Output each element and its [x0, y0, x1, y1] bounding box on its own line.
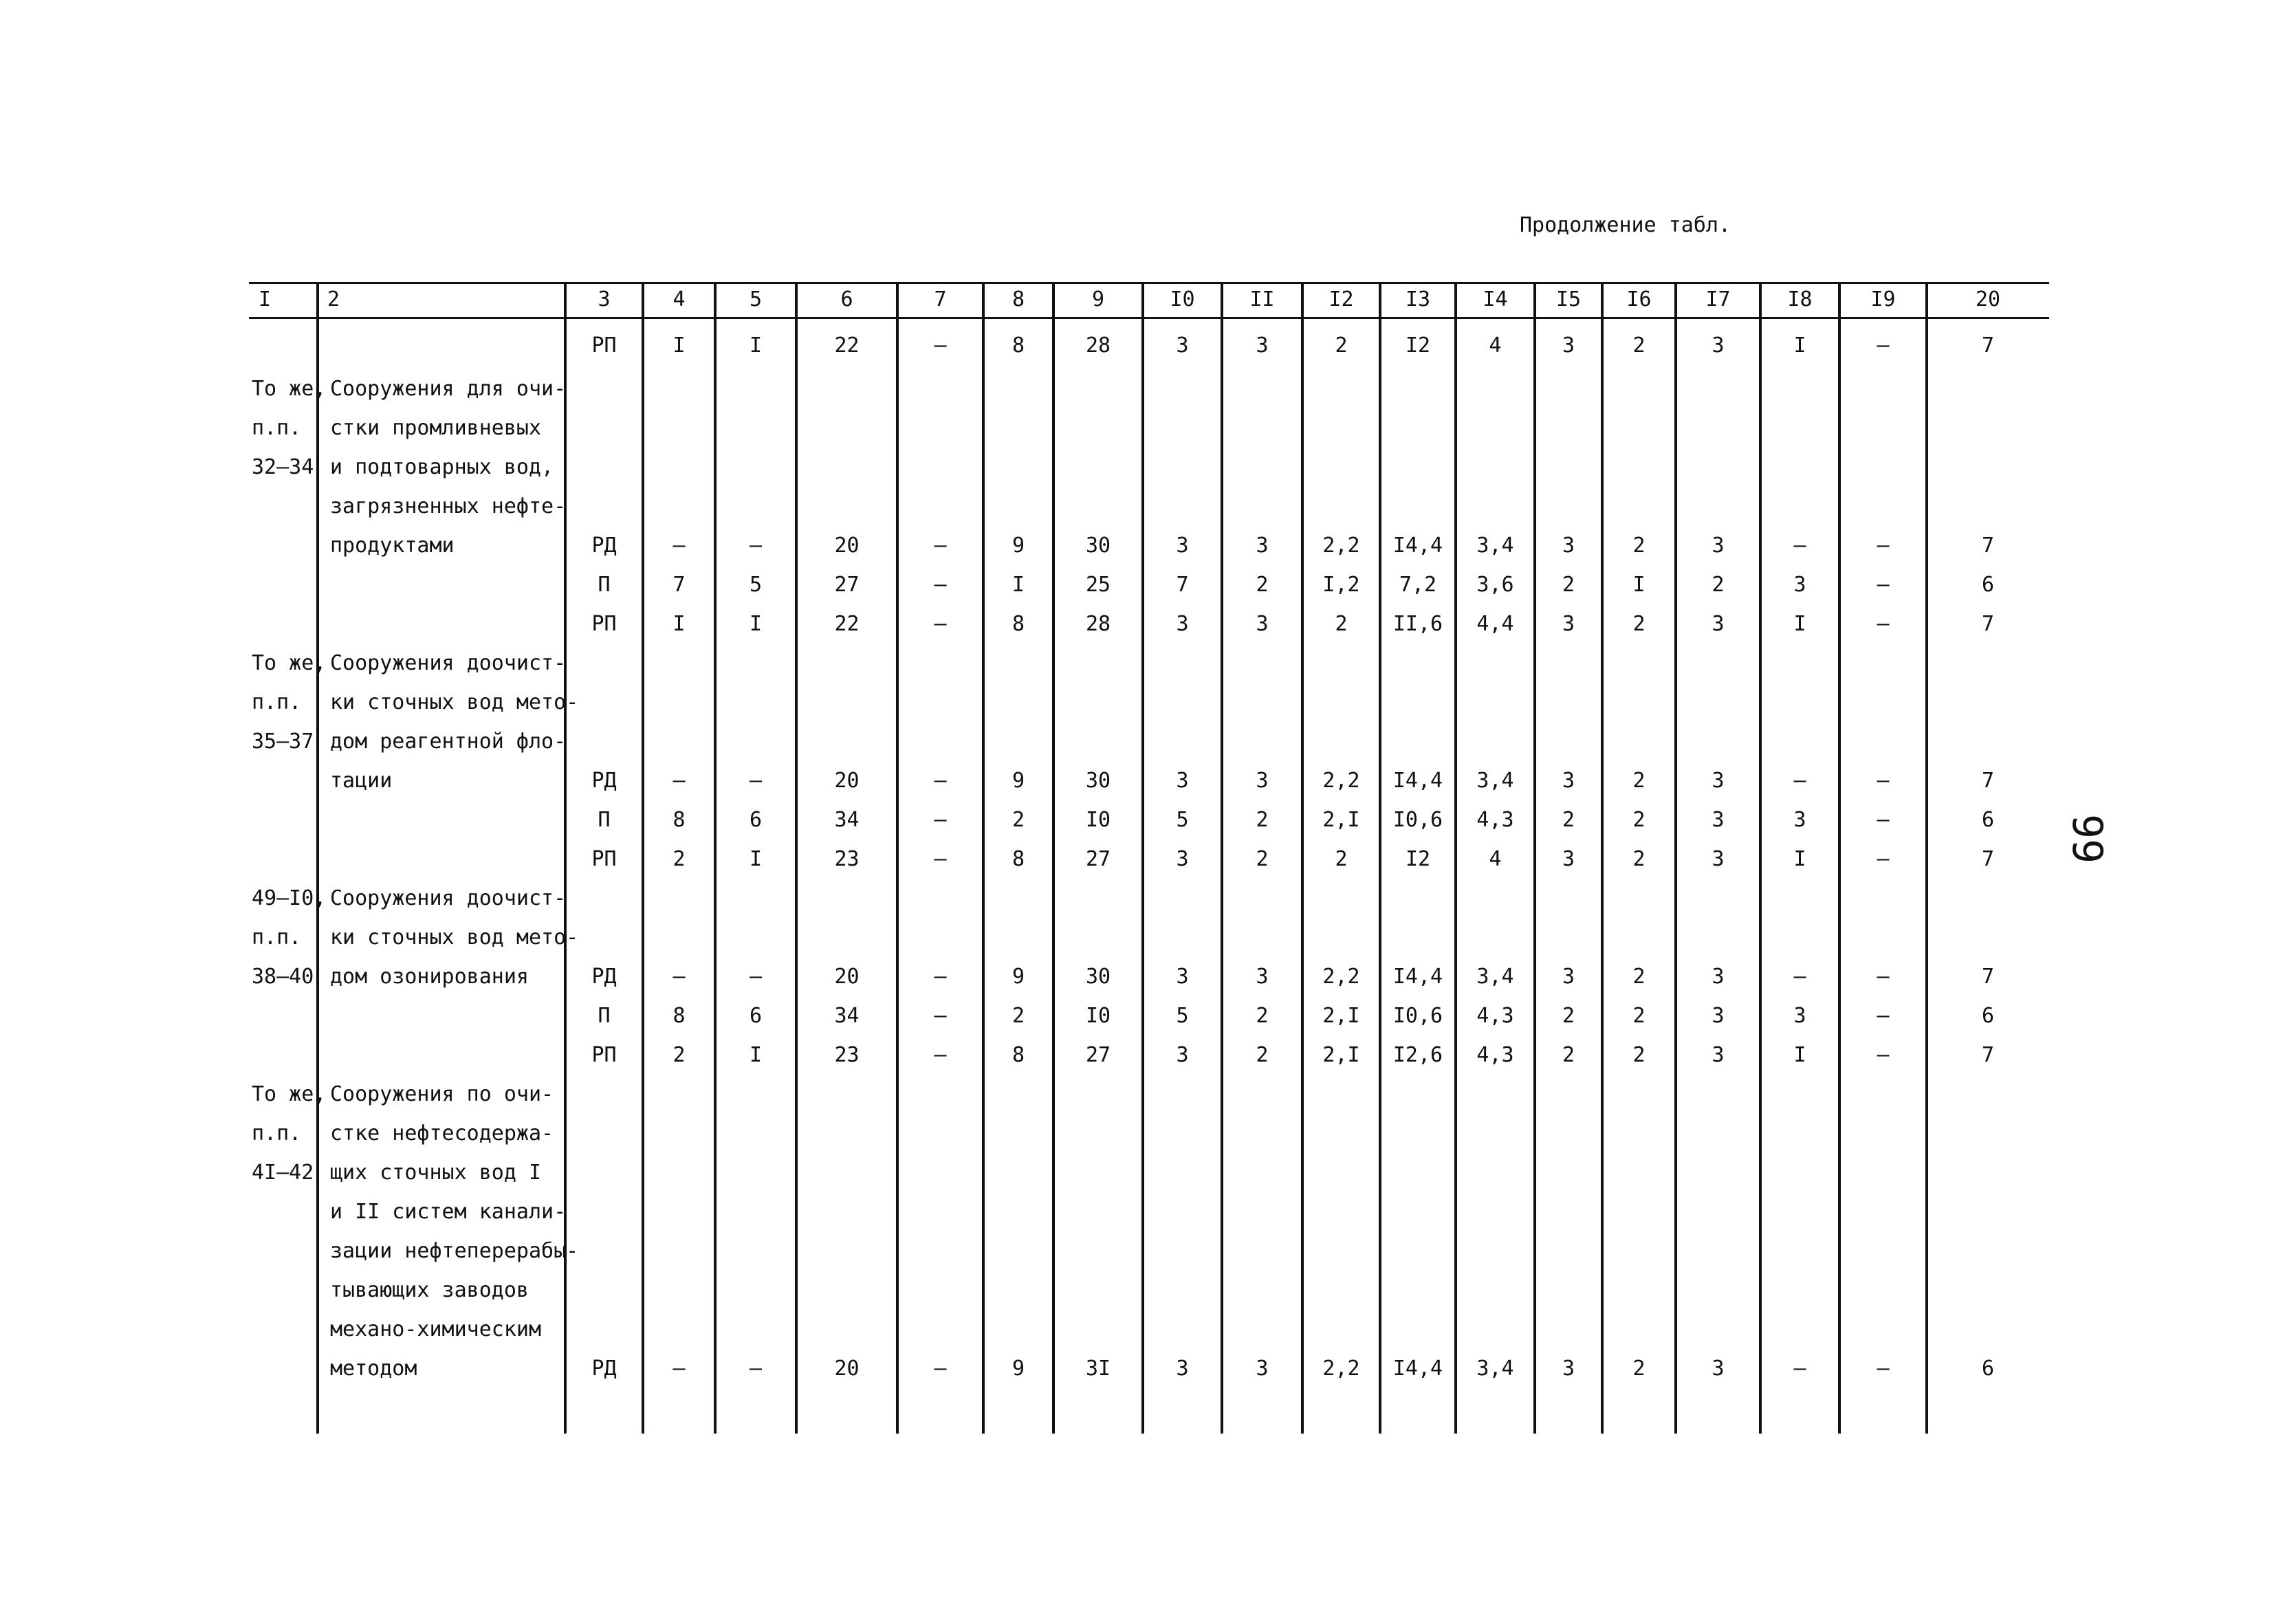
table-cell: 2,I	[1322, 1043, 1360, 1067]
table-cell: 3	[1793, 808, 1806, 832]
table-cell: I0,6	[1392, 808, 1443, 832]
table-cell: 3	[1256, 769, 1269, 793]
table-cell: 3	[1712, 769, 1725, 793]
table-cell: 6	[1981, 573, 1995, 597]
table-cell: I	[749, 333, 763, 358]
table-cell: 3	[1256, 612, 1269, 636]
table-cell: II,6	[1392, 612, 1443, 636]
table-cell: 7	[1981, 769, 1995, 793]
column-header: I4	[1483, 287, 1508, 311]
table-cell: 3	[1712, 965, 1725, 989]
structure-name: стки промливневых	[330, 416, 542, 440]
table-cell: РД	[591, 534, 617, 558]
structure-name: тывающих заводов	[330, 1278, 529, 1302]
table-cell: 3	[1562, 333, 1575, 358]
table-cell: I	[1793, 1043, 1806, 1067]
table-cell: 27	[1085, 847, 1111, 871]
table-cell: 3	[1176, 1043, 1189, 1067]
table-cell: –	[934, 808, 947, 832]
table-cell: 8	[1012, 1043, 1025, 1067]
table-cell: 2	[1256, 1043, 1269, 1067]
table-cell: 7	[1981, 1043, 1995, 1067]
column-header: I7	[1705, 287, 1731, 311]
table-cell: –	[934, 333, 947, 358]
table-cell: –	[1877, 808, 1890, 832]
reference-text: 4I–42	[252, 1161, 314, 1185]
table-cell: –	[1793, 1357, 1806, 1381]
table-cell: РП	[591, 612, 617, 636]
table-cell: –	[934, 534, 947, 558]
table-cell: РП	[591, 1043, 617, 1067]
table-cell: –	[749, 769, 763, 793]
table-cell: 8	[673, 808, 686, 832]
table-cell: 3	[1176, 612, 1189, 636]
table-cell: 3	[1712, 1043, 1725, 1067]
table-cell: 3	[1562, 769, 1575, 793]
table-cell: I2,6	[1392, 1043, 1443, 1067]
reference-text: п.п.	[252, 416, 302, 440]
reference-text: То же,	[252, 1082, 327, 1106]
table-cell: I0	[1085, 808, 1111, 832]
table-cell: 8	[1012, 612, 1025, 636]
table-cell: –	[1877, 1357, 1890, 1381]
structure-name: ки сточных вод мето-	[330, 690, 579, 714]
reference-text: п.п.	[252, 925, 302, 950]
table-cell: 3	[1793, 573, 1806, 597]
structure-name: дом реагентной фло-	[330, 729, 567, 754]
table-cell: РП	[591, 847, 617, 871]
table-cell: 2,2	[1322, 965, 1360, 989]
table-cell: 2	[1632, 333, 1646, 358]
table-cell: –	[1877, 1004, 1890, 1028]
table-cell: 3	[1256, 1357, 1269, 1381]
table-cell: I	[1632, 573, 1646, 597]
table-cell: 7	[1981, 965, 1995, 989]
table-cell: 8	[1012, 847, 1025, 871]
table-cell: I	[673, 612, 686, 636]
table-cell: 22	[834, 333, 860, 358]
table-cell: 7	[1981, 534, 1995, 558]
continuation-note: Продолжение табл.	[1520, 213, 1731, 237]
structure-name: и II систем канали-	[330, 1200, 567, 1224]
table-cell: I4,4	[1392, 769, 1443, 793]
table-cell: 3I	[1085, 1357, 1111, 1381]
table-cell: 20	[834, 769, 860, 793]
table-cell: I	[1012, 573, 1025, 597]
table-cell: –	[1877, 847, 1890, 871]
table-cell: 28	[1085, 333, 1111, 358]
table-cell: 3	[1712, 847, 1725, 871]
table-cell: 3	[1562, 1357, 1575, 1381]
table-cell: –	[934, 612, 947, 636]
structure-name: тации	[330, 769, 393, 793]
table-cell: 2	[1562, 808, 1575, 832]
structure-name: Сооружения по очи-	[330, 1082, 554, 1106]
table-cell: 6	[749, 1004, 763, 1028]
table-cell: –	[1877, 333, 1890, 358]
table-cell: 3	[1562, 965, 1575, 989]
table-cell: П	[598, 808, 611, 832]
column-header: I9	[1870, 287, 1896, 311]
table-cell: 3	[1176, 534, 1189, 558]
table-cell: 2	[1256, 808, 1269, 832]
column-rule	[316, 282, 319, 1434]
structure-name: щих сточных вод I	[330, 1161, 542, 1185]
table-cell: 3,6	[1476, 573, 1514, 597]
table-cell: –	[1877, 965, 1890, 989]
table-cell: –	[1793, 965, 1806, 989]
table-top-rule	[249, 282, 2049, 284]
table-cell: I	[1793, 847, 1806, 871]
table-cell: –	[1793, 534, 1806, 558]
table-cell: 3	[1256, 333, 1269, 358]
reference-text: 49–I0,	[252, 886, 327, 910]
column-header: 4	[673, 287, 686, 311]
table-cell: –	[934, 1004, 947, 1028]
table-cell: 2	[1632, 1043, 1646, 1067]
table-cell: 3	[1562, 534, 1575, 558]
table-cell: 4,3	[1476, 1004, 1514, 1028]
table-cell: 2	[1562, 1043, 1575, 1067]
column-header: I6	[1626, 287, 1652, 311]
reference-text: 32–34	[252, 455, 314, 479]
structure-name: Сооружения доочист-	[330, 886, 567, 910]
structure-name: и подтоварных вод,	[330, 455, 554, 479]
table-cell: 2	[1632, 612, 1646, 636]
table-cell: 2,I	[1322, 808, 1360, 832]
table-cell: 2	[1562, 573, 1575, 597]
structure-name: механо-химическим	[330, 1317, 542, 1341]
table-cell: –	[934, 1357, 947, 1381]
reference-text: 35–37	[252, 729, 314, 754]
table-cell: 5	[749, 573, 763, 597]
table-cell: 3	[1256, 965, 1269, 989]
table-cell: 2	[1632, 847, 1646, 871]
table-cell: –	[673, 769, 686, 793]
table-cell: 3	[1176, 333, 1189, 358]
table-cell: –	[749, 1357, 763, 1381]
column-header: 8	[1012, 287, 1025, 311]
table-cell: 2	[1632, 1357, 1646, 1381]
table-cell: I2	[1405, 333, 1431, 358]
column-header: I	[259, 287, 272, 311]
column-header: 5	[749, 287, 763, 311]
page-number: 99	[2063, 813, 2111, 864]
column-header: II	[1249, 287, 1275, 311]
table-cell: 2	[1335, 847, 1348, 871]
table-cell: –	[1877, 573, 1890, 597]
table-cell: I2	[1405, 847, 1431, 871]
table-cell: 23	[834, 847, 860, 871]
table-cell: 4	[1489, 333, 1502, 358]
table-cell: I0,6	[1392, 1004, 1443, 1028]
table-cell: 6	[1981, 808, 1995, 832]
table-cell: 2	[1012, 1004, 1025, 1028]
structure-name: загрязненных нефте-	[330, 494, 567, 518]
table-cell: 2,I	[1322, 1004, 1360, 1028]
table-cell: 7	[1981, 612, 1995, 636]
reference-text: 38–40	[252, 965, 314, 989]
table-cell: 2	[1632, 1004, 1646, 1028]
header-bottom-rule	[249, 317, 2049, 319]
table-cell: 3	[1712, 1004, 1725, 1028]
structure-name: Сооружения доочист-	[330, 651, 567, 675]
table-cell: 9	[1012, 1357, 1025, 1381]
table-cell: 5	[1176, 808, 1189, 832]
table-cell: 30	[1085, 769, 1111, 793]
table-cell: 2	[1632, 808, 1646, 832]
table-cell: 3	[1176, 965, 1189, 989]
column-header: I3	[1405, 287, 1431, 311]
table-cell: 4,3	[1476, 808, 1514, 832]
table-cell: 3	[1176, 769, 1189, 793]
reference-text: То же,	[252, 651, 327, 675]
table-cell: 3	[1256, 534, 1269, 558]
table-cell: I	[1793, 612, 1806, 636]
structure-name: зации нефтеперерабы-	[330, 1239, 579, 1263]
table-cell: 2,2	[1322, 1357, 1360, 1381]
table-cell: 3	[1712, 1357, 1725, 1381]
table-cell: 2	[1632, 534, 1646, 558]
table-cell: –	[934, 965, 947, 989]
table-cell: 30	[1085, 965, 1111, 989]
table-cell: 2	[673, 847, 686, 871]
table-cell: 30	[1085, 534, 1111, 558]
table-cell: РД	[591, 769, 617, 793]
table-cell: 3,4	[1476, 769, 1514, 793]
column-header: I0	[1170, 287, 1195, 311]
table-cell: 4,3	[1476, 1043, 1514, 1067]
table-cell: I,2	[1322, 573, 1360, 597]
table-cell: 3	[1712, 534, 1725, 558]
table-cell: I0	[1085, 1004, 1111, 1028]
table-cell: 2	[1335, 333, 1348, 358]
table-cell: 7	[1981, 847, 1995, 871]
table-cell: 6	[1981, 1004, 1995, 1028]
table-cell: 3	[1562, 612, 1575, 636]
table-cell: 27	[1085, 1043, 1111, 1067]
structure-name: стке нефтесодержа-	[330, 1121, 554, 1145]
table-cell: –	[749, 965, 763, 989]
structure-name: ки сточных вод мето-	[330, 925, 579, 950]
table-cell: I	[749, 847, 763, 871]
table-cell: 34	[834, 808, 860, 832]
structure-name: дом озонирования	[330, 965, 529, 989]
table-cell: 20	[834, 1357, 860, 1381]
table-cell: 2	[1562, 1004, 1575, 1028]
table-cell: 2	[1256, 1004, 1269, 1028]
table-cell: 9	[1012, 769, 1025, 793]
table-cell: –	[934, 769, 947, 793]
table-cell: 2	[1712, 573, 1725, 597]
table-cell: I4,4	[1392, 534, 1443, 558]
column-header: I2	[1329, 287, 1354, 311]
table-cell: 3	[1793, 1004, 1806, 1028]
table-cell: 3	[1712, 808, 1725, 832]
reference-text: То же,	[252, 377, 327, 401]
table-cell: 2	[1256, 847, 1269, 871]
table-cell: 7	[1176, 573, 1189, 597]
table-cell: 20	[834, 965, 860, 989]
table-cell: –	[934, 573, 947, 597]
table-cell: 3	[1176, 1357, 1189, 1381]
table-cell: –	[1877, 534, 1890, 558]
table-cell: –	[1877, 612, 1890, 636]
table-cell: –	[934, 1043, 947, 1067]
table-cell: 22	[834, 612, 860, 636]
table-cell: 3,4	[1476, 1357, 1514, 1381]
table-cell: 8	[673, 1004, 686, 1028]
table-cell: РД	[591, 1357, 617, 1381]
table-cell: П	[598, 1004, 611, 1028]
table-cell: 2	[673, 1043, 686, 1067]
table-cell: 2,2	[1322, 534, 1360, 558]
table-cell: –	[1793, 769, 1806, 793]
table-cell: 9	[1012, 534, 1025, 558]
table-cell: 4,4	[1476, 612, 1514, 636]
structure-name: Сооружения для очи-	[330, 377, 567, 401]
table-cell: 3	[1176, 847, 1189, 871]
table-cell: РП	[591, 333, 617, 358]
table-cell: –	[1877, 1043, 1890, 1067]
table-cell: 5	[1176, 1004, 1189, 1028]
table-cell: 27	[834, 573, 860, 597]
table-cell: 6	[1981, 1357, 1995, 1381]
table-cell: 2	[1256, 573, 1269, 597]
table-cell: 3,4	[1476, 534, 1514, 558]
table-cell: 3,4	[1476, 965, 1514, 989]
column-header: 20	[1975, 287, 2001, 311]
table-cell: 28	[1085, 612, 1111, 636]
structure-name: продуктами	[330, 534, 455, 558]
table-cell: 3	[1712, 612, 1725, 636]
table-cell: –	[749, 534, 763, 558]
column-header: 2	[327, 287, 340, 311]
table-cell: 6	[749, 808, 763, 832]
table-cell: I4,4	[1392, 1357, 1443, 1381]
table-cell: 3	[1712, 333, 1725, 358]
table-cell: 25	[1085, 573, 1111, 597]
table-cell: 7	[673, 573, 686, 597]
table-cell: 2	[1632, 965, 1646, 989]
table-cell: I	[749, 612, 763, 636]
column-header: 3	[598, 287, 611, 311]
table-cell: I	[749, 1043, 763, 1067]
table-cell: –	[934, 847, 947, 871]
column-header: I5	[1555, 287, 1582, 311]
column-header: 6	[840, 287, 853, 311]
column-header: 7	[934, 287, 947, 311]
reference-text: п.п.	[252, 690, 302, 714]
table-cell: –	[1877, 769, 1890, 793]
table-cell: –	[673, 965, 686, 989]
table-cell: 2	[1632, 769, 1646, 793]
table-cell: –	[673, 534, 686, 558]
table-cell: I	[1793, 333, 1806, 358]
table-cell: I	[673, 333, 686, 358]
reference-text: п.п.	[252, 1121, 302, 1145]
table-cell: 2,2	[1322, 769, 1360, 793]
table-cell: П	[598, 573, 611, 597]
table-cell: 8	[1012, 333, 1025, 358]
table-cell: –	[673, 1357, 686, 1381]
column-header: 9	[1091, 287, 1105, 311]
column-header: I8	[1787, 287, 1813, 311]
table-cell: 7,2	[1399, 573, 1437, 597]
table-cell: 3	[1562, 847, 1575, 871]
table-cell: 7	[1981, 333, 1995, 358]
table-cell: 34	[834, 1004, 860, 1028]
table-cell: РД	[591, 965, 617, 989]
table-cell: 2	[1335, 612, 1348, 636]
table-cell: I4,4	[1392, 965, 1443, 989]
table-cell: 4	[1489, 847, 1502, 871]
structure-name: методом	[330, 1357, 417, 1381]
table-cell: 9	[1012, 965, 1025, 989]
table-cell: 2	[1012, 808, 1025, 832]
table-cell: 20	[834, 534, 860, 558]
table-cell: 23	[834, 1043, 860, 1067]
